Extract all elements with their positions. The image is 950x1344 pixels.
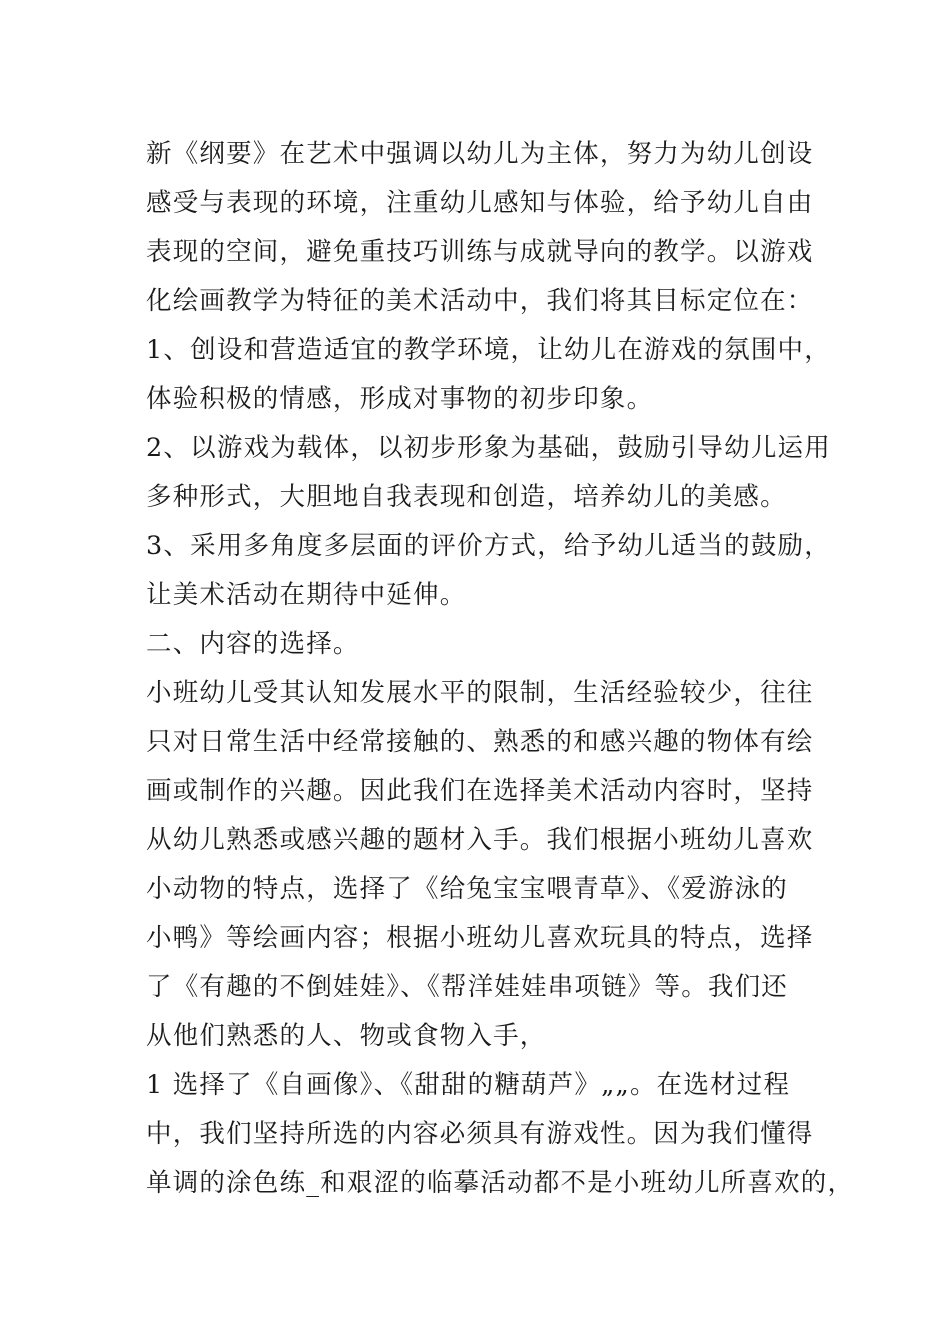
text-line: 多种形式，大胆地自我表现和创造，培养幼儿的美感。 — [146, 482, 787, 512]
text-line: 新《纲要》在艺术中强调以幼儿为主体，努力为幼儿创设 — [146, 139, 814, 169]
text-line: 中，我们坚持所选的内容必须具有游戏性。因为我们懂得 — [146, 1119, 814, 1149]
text-line: 小鸭》等绘画内容；根据小班幼儿喜欢玩具的特点，选择 — [146, 923, 814, 953]
text-line: 了《有趣的不倒娃娃》、《帮洋娃娃串项链》等。我们还 — [146, 972, 789, 1002]
text-line: 只对日常生活中经常接触的、熟悉的和感兴趣的物体有绘 — [146, 727, 814, 757]
text-line: 小班幼儿受其认知发展水平的限制，生活经验较少，往往 — [146, 678, 814, 708]
text-line: 1 选择了《自画像》、《甜甜的糖葫芦》„„。在选材过程 — [146, 1070, 791, 1100]
text-line: 体验积极的情感，形成对事物的初步印象。 — [146, 384, 654, 414]
text-line: 从幼儿熟悉或感兴趣的题材入手。我们根据小班幼儿喜欢 — [146, 825, 814, 855]
text-line: 感受与表现的环境，注重幼儿感知与体验，给予幼儿自由 — [146, 188, 814, 218]
text-line: 表现的空间，避免重技巧训练与成就导向的教学。以游戏 — [146, 237, 814, 267]
text-line: 从他们熟悉的人、物或食物入手， — [146, 1021, 547, 1051]
document-body — [146, 130, 855, 1208]
text-line: 单调的涂色练_和艰涩的临摹活动都不是小班幼儿所喜欢的， — [146, 1168, 855, 1198]
text-line: 画或制作的兴趣。因此我们在选择美术活动内容时，坚持 — [146, 776, 814, 806]
text-line: 化绘画教学为特征的美术活动中，我们将其目标定位在： — [146, 286, 814, 316]
text-line: 小动物的特点，选择了《给兔宝宝喂青草》、《爱游泳的 — [146, 874, 789, 904]
text-line: 让美术活动在期待中延伸。 — [146, 580, 467, 610]
list-item-2: 2、以游戏为载体，以初步形象为基础，鼓励引导幼儿运用 — [146, 433, 831, 463]
section-heading: 二、内容的选择。 — [146, 629, 360, 659]
list-item-1: 1、创设和营造适宜的教学环境，让幼儿在游戏的氛围中， — [146, 335, 831, 365]
list-item-3: 3、采用多角度多层面的评价方式，给予幼儿适当的鼓励， — [146, 531, 831, 561]
